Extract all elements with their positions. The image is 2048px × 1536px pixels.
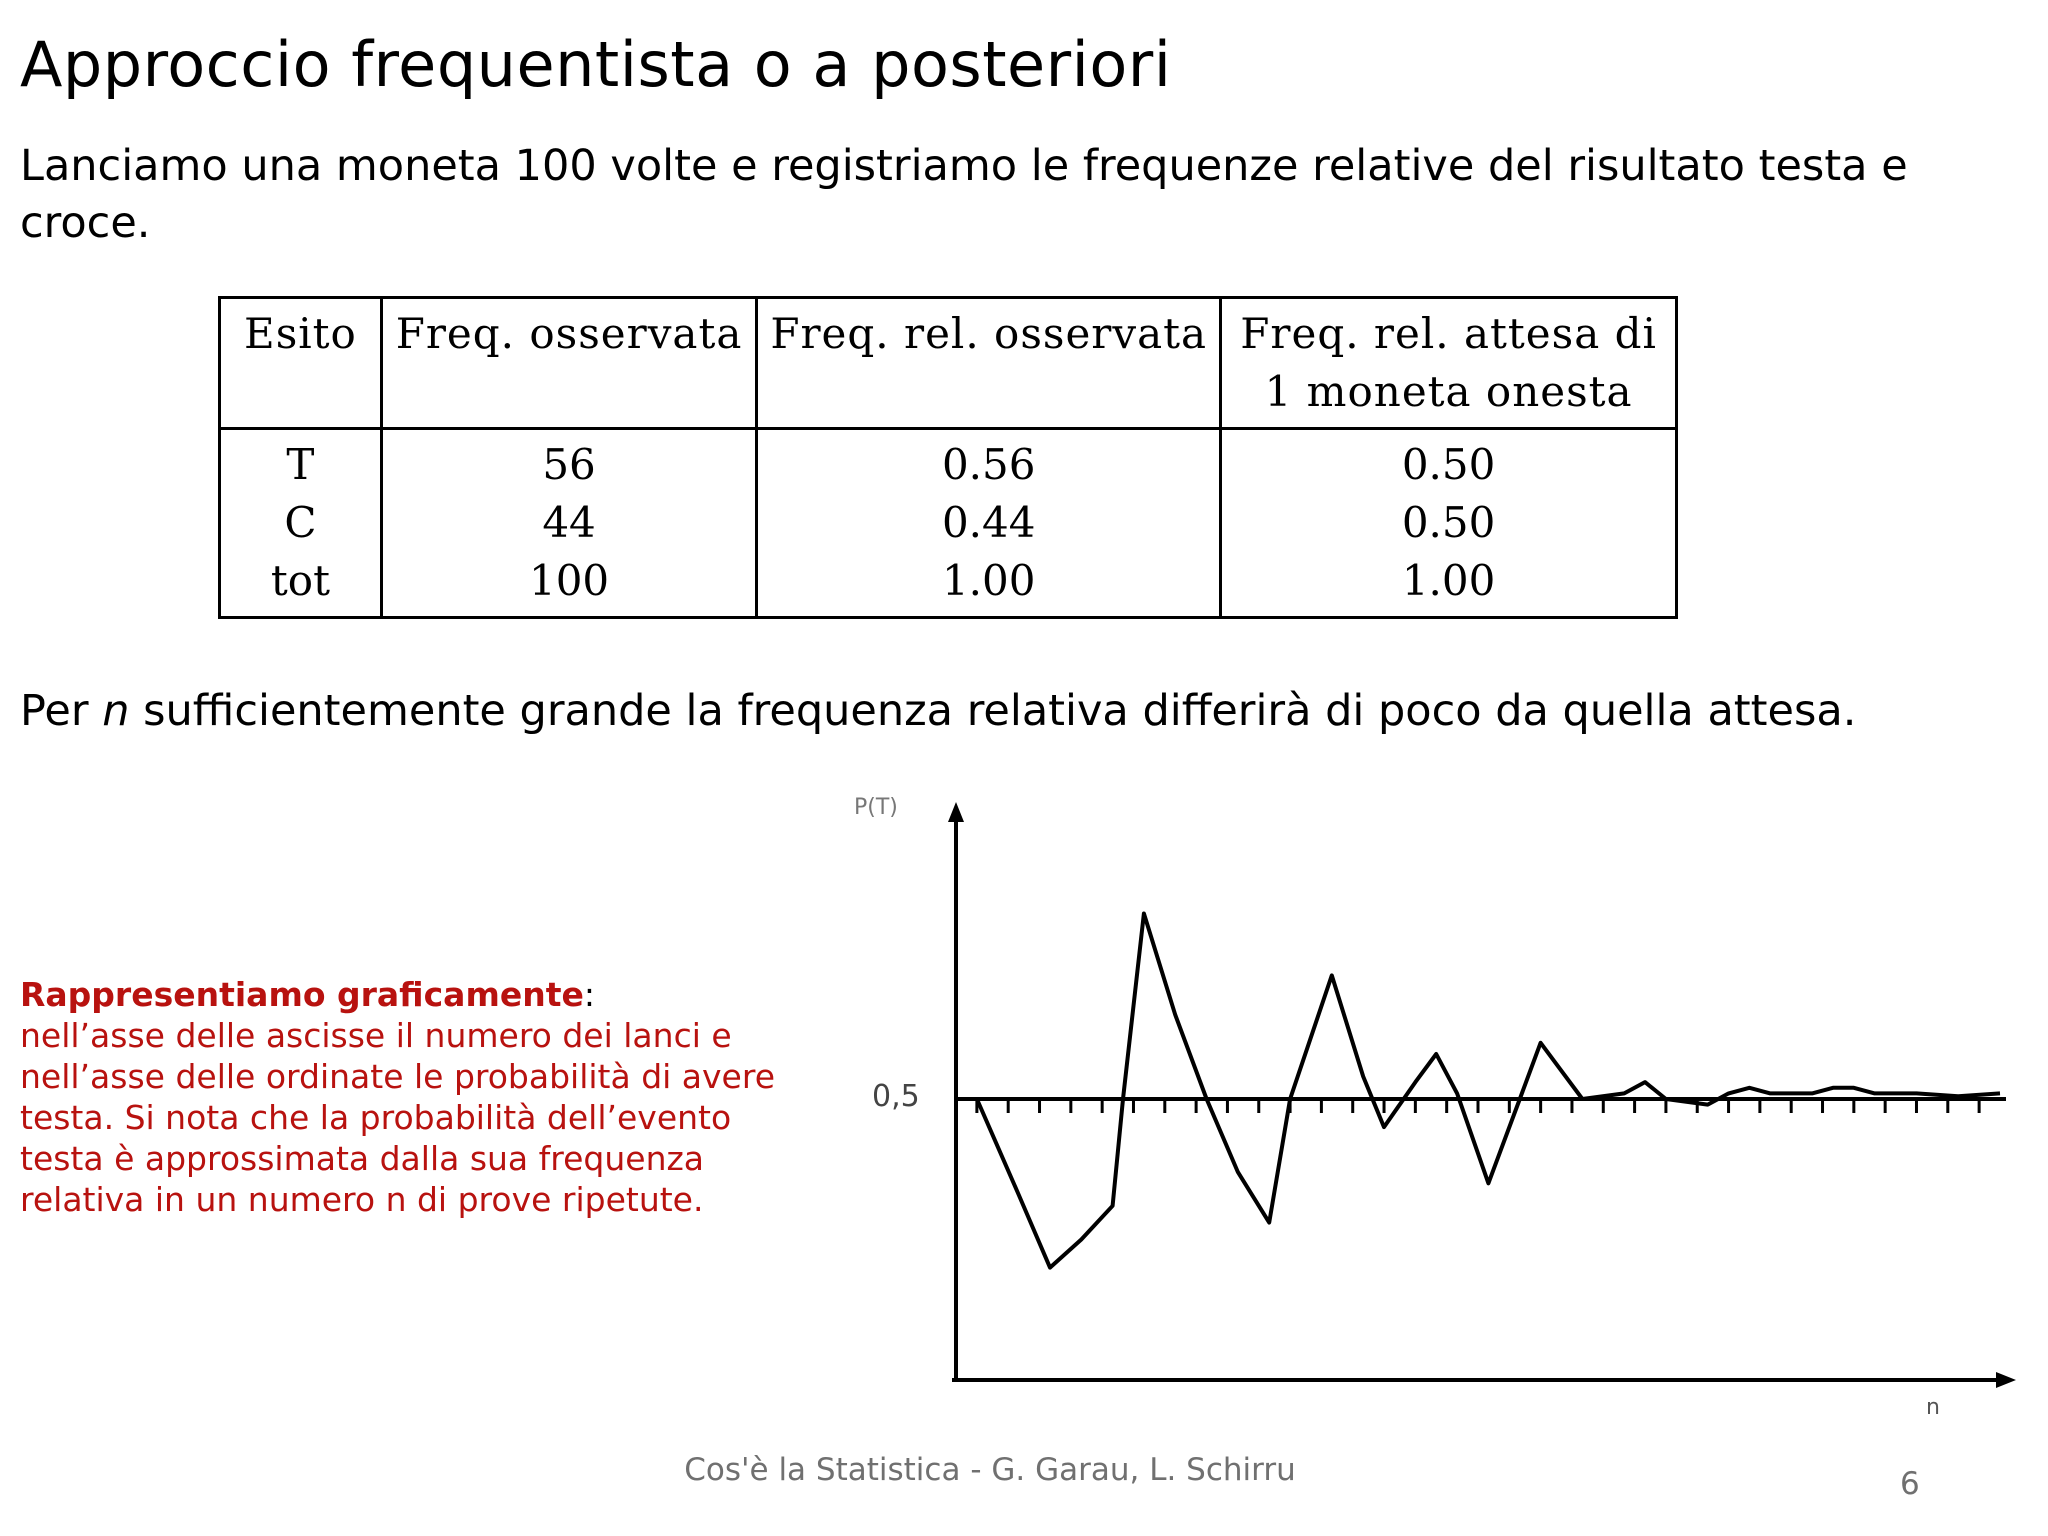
- table-row: [220, 494, 1677, 552]
- table-header-row: [220, 298, 1677, 429]
- header-freq-rel-attesa: Freq. rel. attesa di 1 moneta onesta: [1221, 298, 1677, 429]
- cell-esito: T: [220, 429, 382, 495]
- cell-freq-attesa: 0.50: [1221, 494, 1677, 552]
- cell-freq: 44: [381, 494, 756, 552]
- cell-freq-rel: 0.44: [757, 494, 1221, 552]
- header-freq-osservata: Freq. osservata: [381, 298, 756, 429]
- y-axis-arrow: [948, 802, 964, 822]
- claim-after: sufficientemente grande la frequenza relativa differirà di poco da quella attesa.: [129, 686, 1857, 736]
- y-axis-label: P(T): [854, 795, 898, 820]
- header-freq-rel-osservata: Freq. rel. osservata: [757, 298, 1221, 429]
- reference-ticks: [977, 1099, 1979, 1113]
- cell-freq-attesa: 1.00: [1221, 552, 1677, 618]
- claim-variable: n: [102, 686, 130, 736]
- cell-freq: 56: [381, 429, 756, 495]
- cell-freq-attesa: 0.50: [1221, 429, 1677, 495]
- cell-freq-rel: 0.56: [757, 429, 1221, 495]
- cell-freq: 100: [381, 552, 756, 618]
- cell-freq-rel: 1.00: [757, 552, 1221, 618]
- note-heading: Rappresentiamo graficamente: [20, 975, 584, 1014]
- cell-esito: C: [220, 494, 382, 552]
- table-row: [220, 552, 1677, 618]
- table-row: [220, 429, 1677, 495]
- claim-before: Per: [20, 686, 103, 736]
- reference-label: 0,5: [872, 1079, 920, 1114]
- relative-frequency-line: [977, 914, 2000, 1268]
- frequency-table: [218, 296, 1678, 619]
- note-body: nell’asse delle ascisse il numero dei lanci e nell’asse delle ordinate le probabilità di avere testa. Si nota che la probabilità dell’evento testa è approssimata dalla sua frequenza relativa in un numero n di prove ripetute.: [20, 1016, 776, 1219]
- claim-text: [20, 686, 1856, 736]
- frequency-chart: [840, 780, 2020, 1430]
- page-number: 6: [1900, 1466, 1920, 1502]
- intro-text: Lanciamo una moneta 100 volte e registriamo le frequenze relative del risultato testa e croce.: [20, 141, 1908, 248]
- graph-note: [20, 974, 800, 1220]
- header-esito: Esito: [220, 298, 382, 429]
- x-axis-arrow: [1996, 1372, 2016, 1388]
- cell-esito: tot: [220, 552, 382, 618]
- footer-credit: Cos'è la Statistica - G. Garau, L. Schirru: [684, 1452, 1296, 1488]
- x-axis-label: n: [1926, 1395, 1940, 1420]
- slide-title: Approccio frequentista o a posteriori: [20, 28, 1172, 101]
- note-colon: :: [583, 975, 595, 1014]
